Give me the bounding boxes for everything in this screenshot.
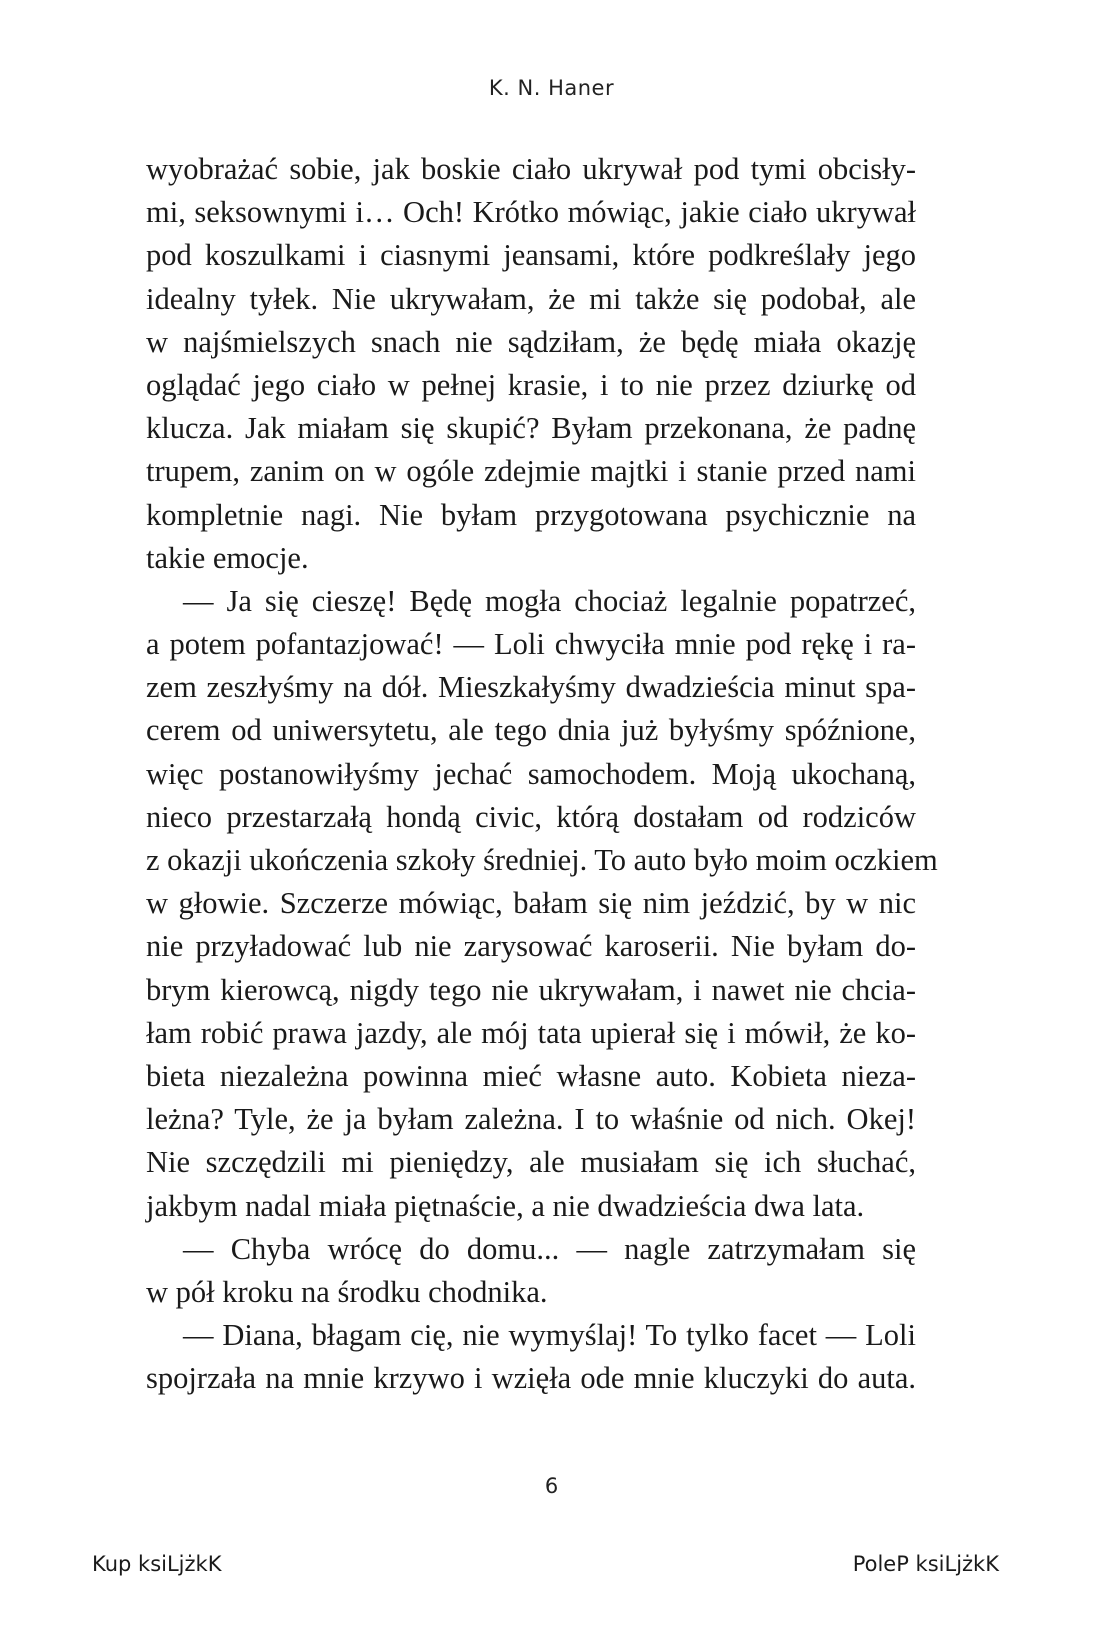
text-line: bieta niezależna powinna mieć własne auto. Kobieta nieza- [146,1058,916,1093]
recommend-book-link[interactable]: PoleP ksiLjżkK [852,1552,999,1576]
text-line: z okazji ukończenia szkoły średniej. To auto było moim oczkiem [146,843,938,877]
running-head-author: K. N. Haner [488,76,615,100]
text-line: nie przyładować lub nie zarysować karoserii. Nie byłam do- [146,929,916,964]
text-line: cerem od uniwersytetu, ale tego dnia już byłyśmy spóźnione, [146,713,916,748]
text-line: leżna? Tyle, że ja byłam zależna. I to właśnie od nich. Okej! [146,1102,916,1137]
text-line: w najśmielszych snach nie sądziłam, że będę miała okazję [146,324,916,359]
text-line: takie emocje. [146,540,309,575]
text-line: mi, seksownymi i… Och! Krótko mówiąc, jakie ciało ukrywał [146,195,916,230]
page-number: 6 [544,1474,559,1498]
text-line: klucza. Jak miałam się skupić? Byłam przekonana, że padnę [146,411,916,446]
text-line: w głowie. Szczerze mówiąc, bałam się nim jeździć, by w nic [146,886,916,921]
text-line: trupem, zanim on w ogóle zdejmie majtki i stanie przed nami [146,454,916,489]
text-line: idealny tyłek. Nie ukrywałam, że mi także się podobał, ale [146,281,916,316]
text-line: łam robić prawa jazdy, ale mój tata upierał się i mówił, że ko- [146,1015,916,1050]
text-line: więc postanowiłyśmy jechać samochodem. Moją ukochaną, [146,756,916,791]
text-line: wyobrażać sobie, jak boskie ciało ukrywał pod tymi obcisły- [146,152,916,186]
body-text [146,148,938,1400]
text-line: oglądać jego ciało w pełnej krasie, i to nie przez dziurkę od [146,367,916,402]
text-line: spojrzała na mnie krzywo i wzięła ode mnie kluczyki do auta. [146,1361,916,1396]
text-line: Nie szczędzili mi pieniędzy, ale musiałam się ich słuchać, [146,1145,916,1180]
text-line: jakbym nadal miała piętnaście, a nie dwadzieścia dwa lata. [146,1188,865,1223]
text-line: — Chyba wrócę do domu... — nagle zatrzymałam się [183,1231,916,1266]
text-line: nieco przestarzałą hondą civic, którą dostałam od rodziców [146,799,916,834]
text-line: — Ja się cieszę! Będę mogła chociaż legalnie popatrzeć, [183,583,916,618]
text-line: zem zeszłyśmy na dół. Mieszkałyśmy dwadzieścia minut spa- [146,670,916,705]
text-line: a potem pofantazjować! — Loli chwyciła mnie pod rękę i ra- [146,627,916,662]
buy-book-link[interactable]: Kup ksiLjżkK [92,1552,222,1576]
text-line: brym kierowcą, nigdy tego nie ukrywałam, i nawet nie chcia- [146,972,916,1007]
text-line: kompletnie nagi. Nie byłam przygotowana psychicznie na [146,497,916,532]
text-line: — Diana, błagam cię, nie wymyślaj! To tylko facet — Loli [183,1318,916,1353]
text-line: w pół kroku na środku chodnika. [146,1274,548,1309]
text-line: pod koszulkami i ciasnymi jeansami, które podkreślały jego [146,238,916,273]
